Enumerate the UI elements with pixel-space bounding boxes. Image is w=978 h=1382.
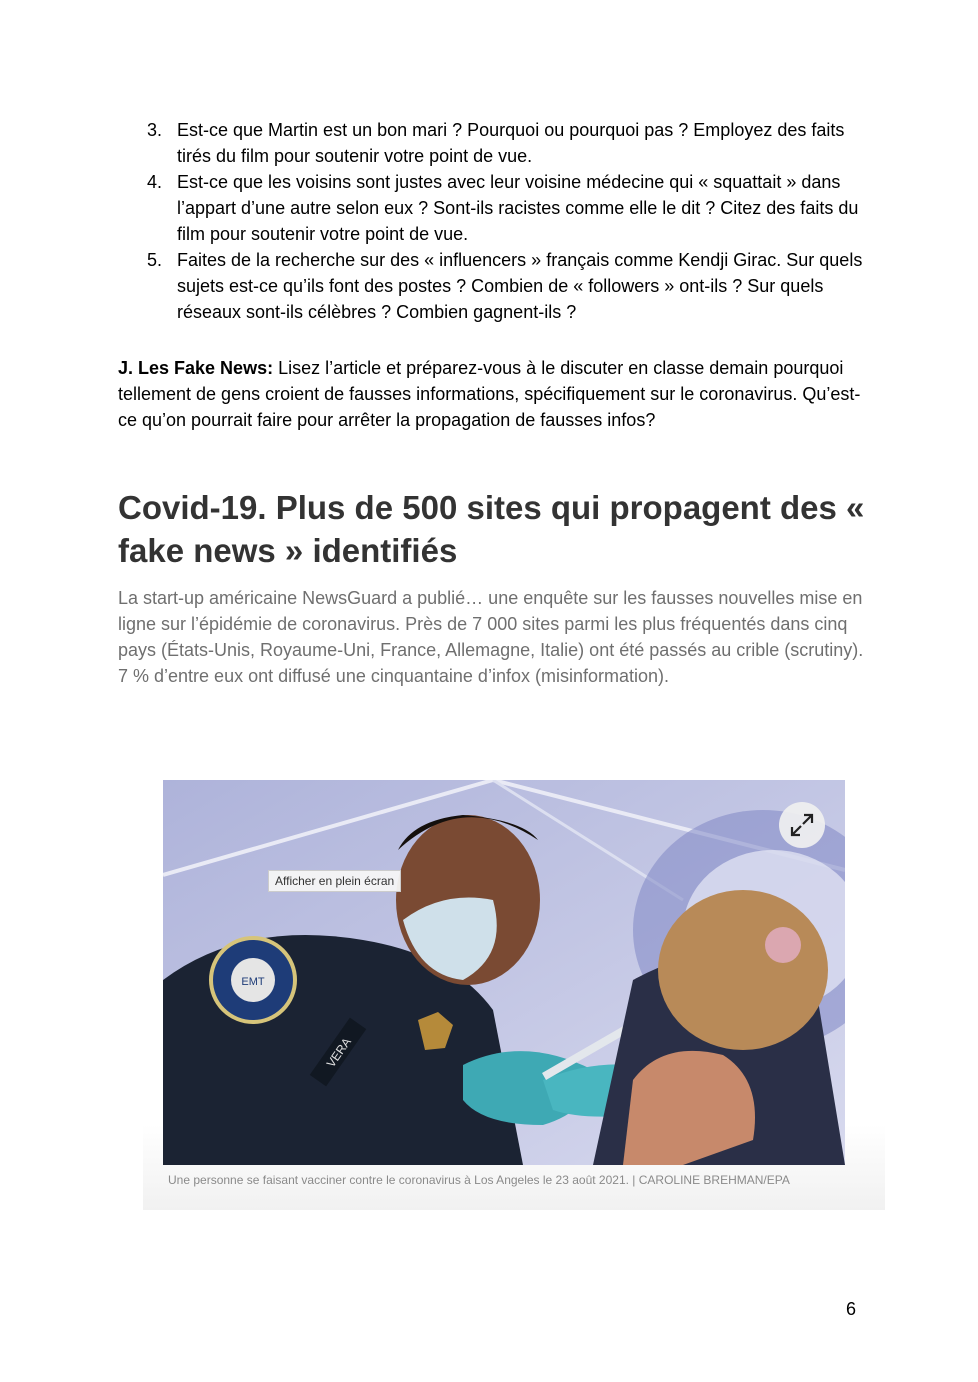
question-text: Est-ce que les voisins sont justes avec leur voisine médecine qui « squattait » dans l’appart d’une autre selon eux ? Sont-ils racistes comme elle le dit ? Citez des faits du film pour soutenir votre point de vue. bbox=[177, 172, 859, 244]
question-text: Est-ce que Martin est un bon mari ? Pourquoi ou pourquoi pas ? Employez des faits tirés du film pour soutenir votre point de vue. bbox=[177, 120, 845, 166]
expand-arrows-icon bbox=[789, 812, 815, 838]
question-number: 4. bbox=[147, 172, 163, 192]
section-j-text: Lisez l’article et préparez-vous à le discuter en classe demain pourquoi tellement de gens croient de fausses informations, spécifiquement sur le coronavirus. Qu’est-ce qu’on pourrait faire pour arrêter la propagation de fausses infos? bbox=[118, 358, 861, 430]
question-number: 3. bbox=[147, 120, 163, 140]
vaccination-photo bbox=[163, 780, 845, 1165]
section-j-label: J. Les Fake News: bbox=[118, 358, 274, 378]
question-list bbox=[118, 117, 878, 325]
question-text: Faites de la recherche sur des « influencers » français comme Kendji Girac. Sur quels sujets est-ce qu’ils font des postes ? Combien de « followers » ont-ils ? Sur quels réseaux sont-ils célèbres ? Combien gagnent-ils ? bbox=[177, 250, 863, 322]
photo-caption: Une personne se faisant vacciner contre le coronavirus à Los Angeles le 23 août 2021. | CAROLINE BREHMAN/EPA bbox=[168, 1173, 790, 1187]
article-headline: Covid-19. Plus de 500 sites qui propagent des « fake news » identifiés bbox=[118, 489, 865, 569]
question-item bbox=[118, 117, 878, 169]
section-j-paragraph bbox=[118, 355, 868, 433]
article-figure bbox=[143, 780, 885, 1210]
fullscreen-tooltip: Afficher en plein écran bbox=[268, 870, 401, 892]
question-item bbox=[118, 247, 878, 325]
article-photo[interactable] bbox=[163, 780, 845, 1165]
page-number: 6 bbox=[846, 1299, 857, 1319]
nametag-text: VERA bbox=[323, 1035, 354, 1070]
question-item bbox=[118, 169, 878, 247]
article-lead: La start-up américaine NewsGuard a publié… une enquête sur les fausses nouvelles mise en ligne sur l’épidémie de coronavirus. Près de 7 000 sites parmi les plus fréquentés dans cinq pays (États-Unis, Royaume-Uni, France, Allemagne, Italie) ont été passés au crible (scrutiny). 7 % d’entre eux ont diffusé une cinquantaine d’infox (misinformation). bbox=[118, 588, 864, 686]
question-number: 5. bbox=[147, 250, 163, 270]
patch-text: EMT bbox=[241, 976, 265, 988]
fullscreen-button[interactable] bbox=[779, 802, 825, 848]
